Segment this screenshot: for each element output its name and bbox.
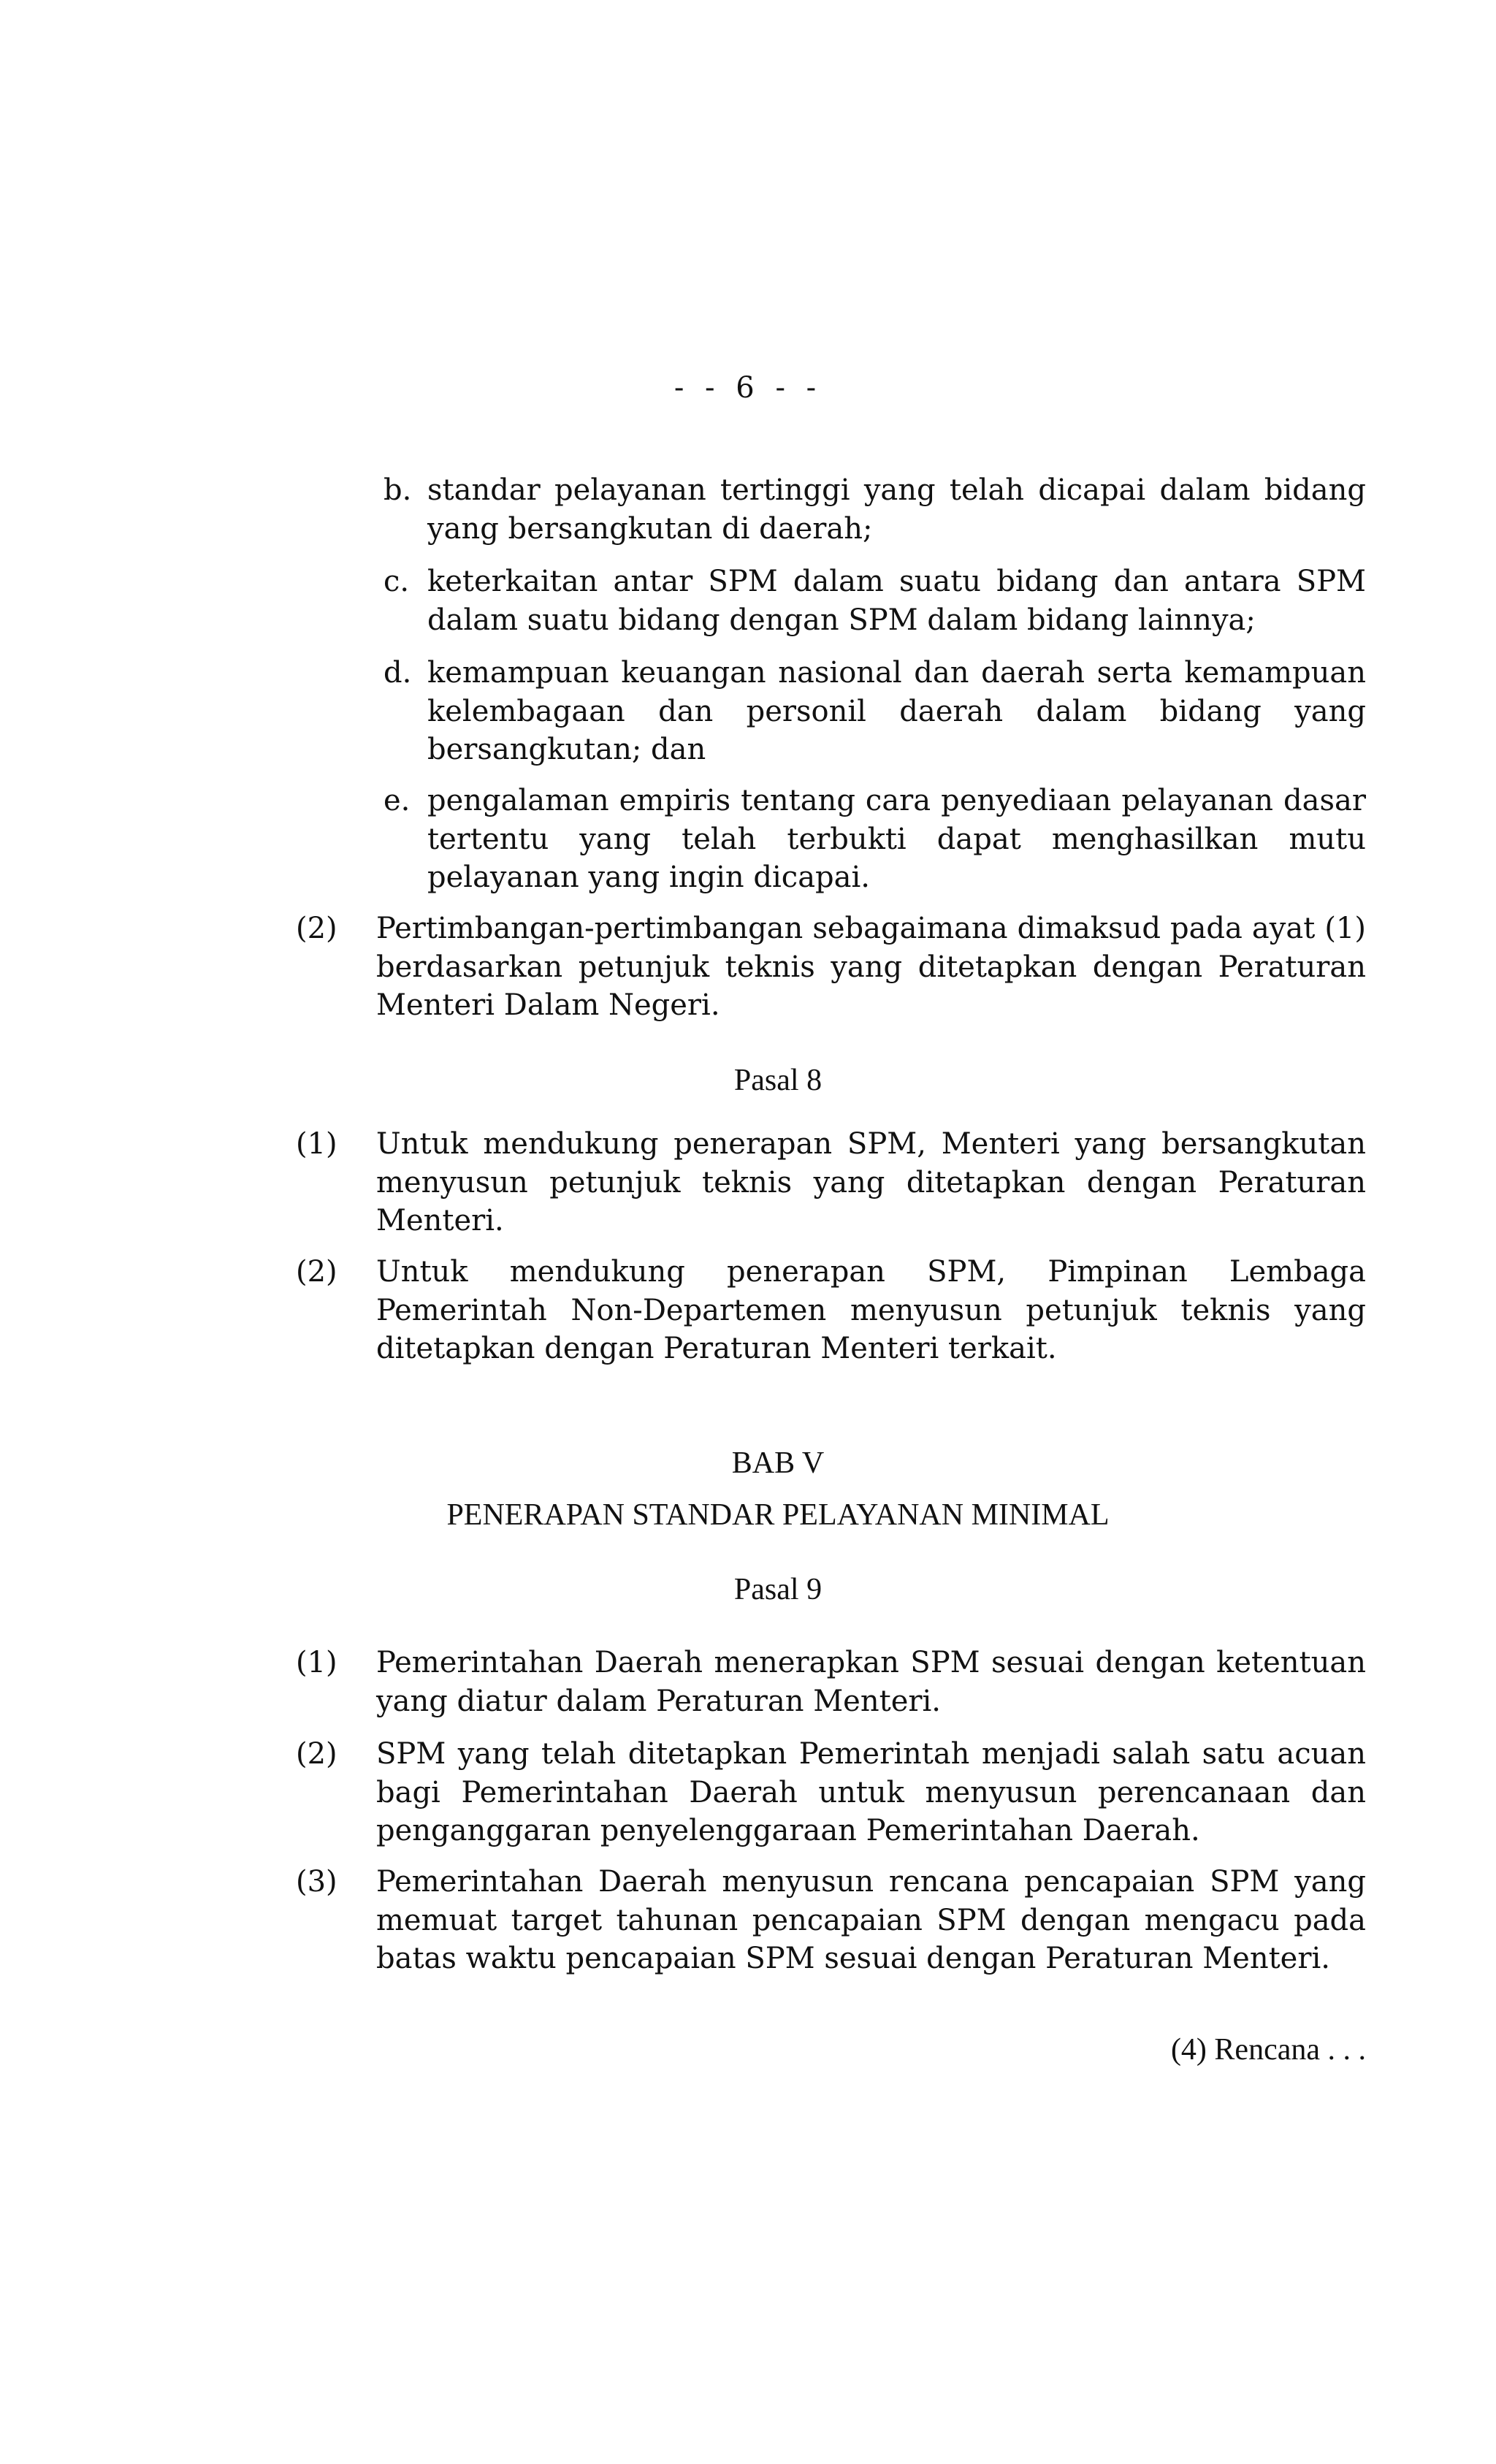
- list-text: standar pelayanan tertinggi yang telah dicapai dalam bidang yang bersangkutan di daerah;: [427, 473, 1366, 546]
- list-marker: e.: [383, 784, 411, 817]
- ayat-text: Pertimbangan-pertimbangan sebagaimana dimaksud pada ayat (1) berdasarkan petunjuk teknis yang ditetapkan dengan Peraturan Menteri Dalam Negeri.: [376, 912, 1366, 1022]
- ayat-marker: (2): [296, 1737, 337, 1771]
- ayat-text: Pemerintahan Daerah menerapkan SPM sesuai dengan ketentuan yang diatur dalam Peraturan Menteri.: [376, 1646, 1366, 1718]
- ayat-text: Pemerintahan Daerah menyusun rencana pencapaian SPM yang memuat target tahunan pencapaian SPM dengan mengacu pada batas waktu pencapaian SPM sesuai dengan Peraturan Menteri.: [376, 1865, 1366, 1975]
- list-text: keterkaitan antar SPM dalam suatu bidang dan antara SPM dalam suatu bidang dengan SPM dalam bidang lainnya;: [427, 565, 1366, 637]
- continuation-catchword: (4) Rencana . . .: [1170, 2033, 1366, 2067]
- bab-title: PENERAPAN STANDAR PELAYANAN MINIMAL: [446, 1498, 1110, 1532]
- ayat-text: Untuk mendukung penerapan SPM, Menteri yang bersangkutan menyusun petunjuk teknis yang ditetapkan dengan Peraturan Menteri.: [376, 1127, 1366, 1237]
- ayat-marker: (2): [296, 912, 337, 945]
- pasal9-title: Pasal 9: [733, 1573, 823, 1606]
- list-marker: b.: [383, 473, 412, 507]
- pasal8-title: Pasal 8: [733, 1064, 823, 1097]
- list-text: kemampuan keuangan nasional dan daerah serta kemampuan kelembagaan dan personil daerah dalam bidang yang bersangkutan; dan: [427, 656, 1366, 766]
- ayat-text: Untuk mendukung penerapan SPM, Pimpinan Lembaga Pemerintah Non-Departemen menyusun petunjuk teknis yang ditetapkan dengan Peraturan Menteri terkait.: [376, 1255, 1366, 1365]
- ayat-text: SPM yang telah ditetapkan Pemerintah menjadi salah satu acuan bagi Pemerintahan Daerah untuk menyusun perencanaan dan penganggaran penyelenggaraan Pemerintahan Daerah.: [376, 1737, 1366, 1847]
- ayat-marker: (1): [296, 1646, 337, 1679]
- bab-number: BAB V: [731, 1446, 825, 1480]
- ayat-marker: (1): [296, 1127, 337, 1161]
- page-number: - - 6 - -: [673, 371, 823, 405]
- list-marker: d.: [383, 656, 412, 690]
- list-text: pengalaman empiris tentang cara penyediaan pelayanan dasar tertentu yang telah terbukti dapat menghasilkan mutu pelayanan yang ingin dicapai.: [427, 784, 1366, 894]
- list-marker: c.: [383, 565, 410, 598]
- ayat-marker: (2): [296, 1255, 337, 1289]
- ayat-marker: (3): [296, 1865, 337, 1899]
